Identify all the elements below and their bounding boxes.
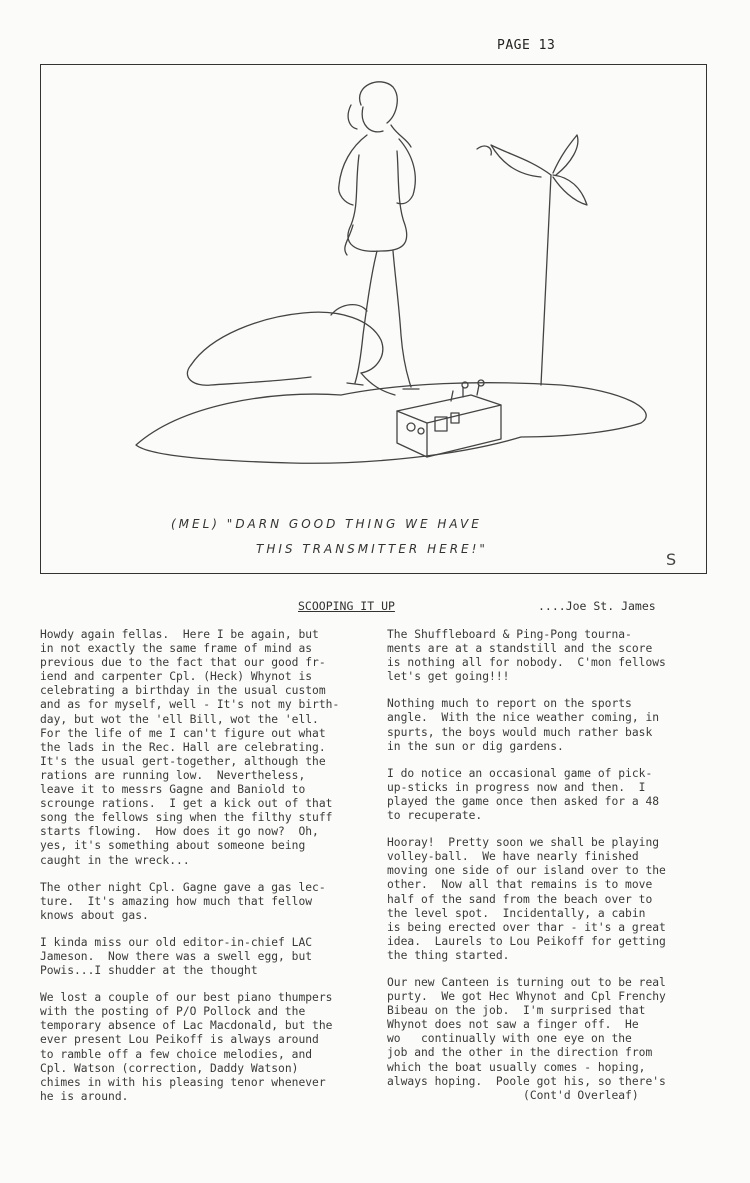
paragraph: Nothing much to report on the sports angle. With the nice weather coming, in spurts, the boys would much rather bask in the sun or dig gardens.	[387, 697, 660, 753]
paragraph: Hooray! Pretty soon we shall be playing volley-ball. We have nearly finished moving one side of our island over to the other. Now all that remains is to move half of the sand from the beach over to the level spot. Incidentally, a cabin is being erected over thar - it's a great idea. Laurels to Lou Peikoff for getting the thing started.	[387, 836, 666, 962]
article-headline: SCOOPING IT UP	[298, 599, 395, 613]
palm-frond-top	[553, 135, 578, 175]
caption-line-2: THIS TRANSMITTER HERE!"	[256, 542, 488, 556]
left-column	[40, 628, 366, 1117]
cartoon-drawing	[41, 65, 708, 575]
artist-signature: S	[666, 550, 677, 569]
paragraph: I do notice an occasional game of pick- up-sticks in progress now and then. I played the game once then asked for a 48 to recuperate.	[387, 766, 660, 823]
paragraph: The other night Cpl. Gagne gave a gas lec- ture. It's amazing how much that fellow knows about gas.	[40, 880, 326, 922]
palm-trunk	[541, 175, 551, 385]
caption-line-1: (MEL) "DARN GOOD THING WE HAVE	[171, 517, 482, 531]
paragraph: I kinda miss our old editor-in-chief LAC Jameson. Now there was a swell egg, but Powis...I shudder at the thought	[40, 935, 313, 978]
paragraph: Howdy again fellas. Here I be again, but in not exactly the same frame of mind as previous due to the fact that our good fr- iend and carpenter Cpl. (Heck) Whynot is celebrating a birthday in the usual custom and as for myself, well - It's not my birth- day, but wot the 'ell Bill, wot the 'ell. For the life of me I can't figure out what the lads in the Rec. Hall are celebrating. It's the usual gert-together, although the rations are running low. Nevertheless, leave it to messrs Gagne and Baniold to scrounge rations. I get a kick out of that song the fellows sing when the filthy stuff starts flowing. How does it go now? Oh, yes, it's something about someone being caught in the wreck...	[40, 628, 340, 867]
page-number: PAGE 13	[497, 38, 556, 53]
paragraph: Our new Canteen is turning out to be real purty. We got Hec Whynot and Cpl Frenchy Bibeau on the job. I'm surprised that Whynot does not saw a finger off. He wo continually with one eye on the job and the other in the direction from which the boat usually comes - hoping, always hoping. Poole got his, so there's (Cont'd Overleaf)	[387, 975, 666, 1102]
paragraph: The Shuffleboard & Ping-Pong tourna- ments are at a standstill and the score is nothing all for nobody. C'mon fellows let's get going!!!	[387, 628, 666, 684]
right-column	[387, 628, 712, 1116]
standing-woman	[339, 82, 419, 389]
palm-frond-left	[491, 145, 551, 177]
reclining-man	[187, 305, 395, 395]
cartoon-illustration	[40, 64, 707, 574]
paragraph: We lost a couple of our best piano thumpers with the posting of P/O Pollock and the temporary absence of Lac Macdonald, but the ever present Lou Peikoff is always around to ramble off a few choice melodies, and Cpl. Watson (correction, Daddy Watson) chimes in with his pleasing tenor whenever he is around.	[40, 991, 333, 1103]
article-byline: ....Joe St. James	[538, 599, 656, 613]
palm-frond-right	[553, 175, 587, 205]
island-outline	[136, 383, 646, 464]
